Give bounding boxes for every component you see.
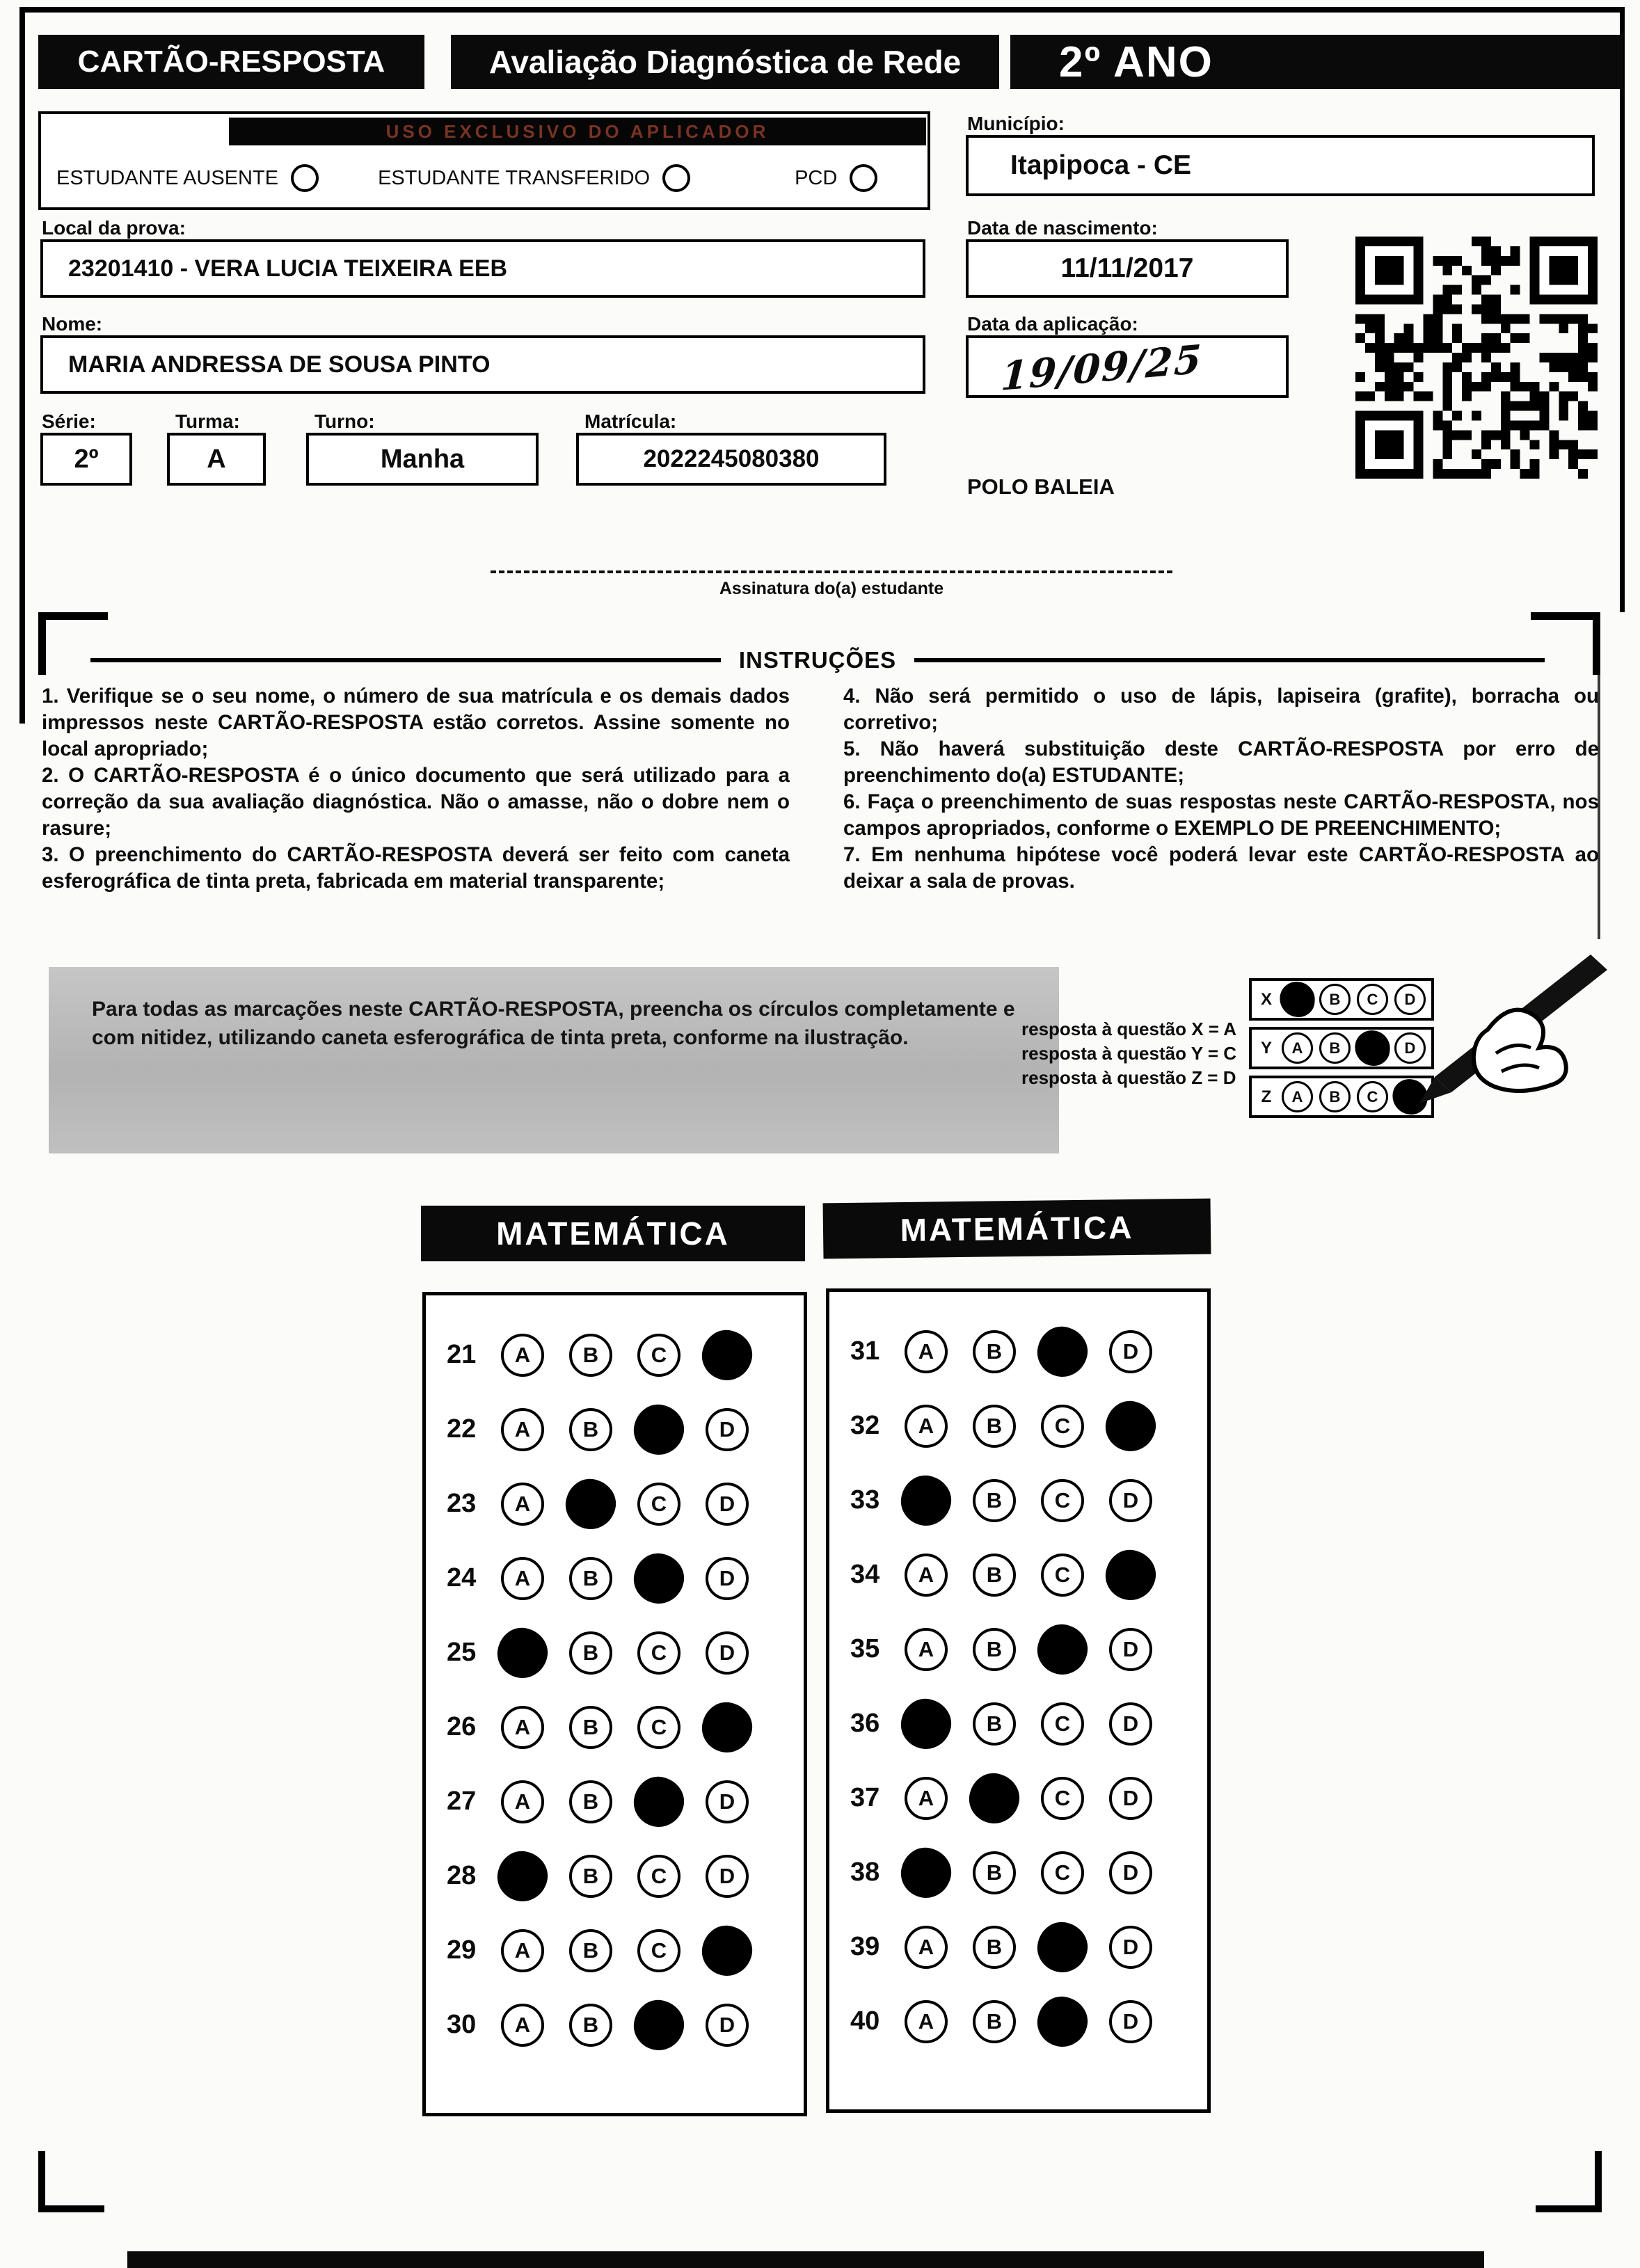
bubble-22-d: D — [706, 1408, 749, 1451]
question-number: 39 — [850, 1932, 880, 1961]
page-border-top — [19, 7, 1623, 13]
signature-label: Assinatura do(a) estudante — [719, 579, 944, 598]
checkbox-circle — [291, 164, 319, 192]
turma-field — [167, 433, 266, 486]
bubble-36-b: B — [973, 1702, 1016, 1746]
question-number: 33 — [850, 1485, 880, 1515]
bubble-35-a: A — [905, 1628, 948, 1671]
matricula-value: 2022245080380 — [643, 445, 820, 472]
hand-outline — [1474, 1010, 1566, 1091]
instruction-item: 1. Verifique se o seu nome, o número de sua matrícula e os demais dados impressos neste CARTÃO-RESPOSTA estão corretos. Assine somente no local apropriado; — [42, 685, 790, 760]
example-answer-line: resposta à questão Y = C — [1021, 1043, 1237, 1064]
bubble-28-a-filled — [494, 1847, 551, 1904]
bubble-25-a-filled — [494, 1624, 551, 1681]
question-number: 36 — [850, 1709, 880, 1738]
applicator-bar: USO EXCLUSIVO DO APLICADOR — [229, 118, 926, 145]
bubble-39-b: B — [973, 1926, 1016, 1969]
bubble-34-d-filled — [1102, 1546, 1159, 1603]
question-number: 27 — [447, 1787, 477, 1816]
question-number: 24 — [447, 1563, 477, 1592]
question-number: 28 — [447, 1861, 477, 1890]
instructions-right — [843, 683, 1599, 895]
nome-field — [40, 335, 925, 394]
bubble-33-b: B — [973, 1479, 1016, 1522]
question-number: 38 — [850, 1858, 880, 1887]
bubble-30-d: D — [706, 2004, 749, 2047]
bubble-31-c-filled — [1034, 1323, 1091, 1380]
bubble-23-d: D — [706, 1483, 749, 1526]
question-row-23 — [426, 1467, 804, 1541]
bubble-35-d: D — [1109, 1628, 1152, 1671]
example-answer-lines — [1021, 1017, 1251, 1090]
bubble-21-a: A — [501, 1334, 544, 1377]
bubble-40-a: A — [905, 2000, 948, 2043]
example-bubble-x-b: B — [1319, 984, 1351, 1015]
checkbox-estudante-ausente — [56, 164, 319, 192]
bubble-35-b: B — [973, 1628, 1016, 1671]
bubble-36-a-filled — [898, 1695, 955, 1752]
question-number: 31 — [850, 1336, 880, 1366]
nome-value: MARIA ANDRESSA DE SOUSA PINTO — [68, 351, 491, 378]
bubble-21-d-filled — [699, 1326, 756, 1383]
municipio-field — [966, 135, 1595, 196]
question-row-28 — [426, 1839, 804, 1913]
bubble-39-d: D — [1109, 1926, 1152, 1969]
answer-box-31-40 — [826, 1288, 1211, 2113]
local-da-prova-value: 23201410 - VERA LUCIA TEIXEIRA EEB — [68, 255, 508, 282]
bubble-30-a: A — [501, 2004, 544, 2047]
bubble-31-b: B — [973, 1330, 1016, 1373]
bubble-21-b: B — [569, 1334, 612, 1377]
bubble-30-c-filled — [630, 1996, 687, 2053]
turma-label: Turma: — [175, 410, 240, 432]
question-row-34 — [829, 1538, 1207, 1612]
checkbox-circle — [850, 164, 877, 192]
bubble-38-d: D — [1109, 1851, 1152, 1894]
checkbox-label: PCD — [795, 166, 838, 189]
question-number: 32 — [850, 1411, 880, 1440]
block-title-matematica-1: MATEMÁTICA — [421, 1206, 805, 1261]
bottom-right-mark-vertical — [1595, 2151, 1602, 2212]
signature-line — [491, 570, 1172, 573]
question-number: 23 — [447, 1489, 477, 1518]
bubble-25-b: B — [569, 1631, 612, 1675]
bubble-28-c: C — [637, 1855, 680, 1898]
bubble-34-a: A — [905, 1554, 948, 1597]
municipio-label: Município: — [967, 113, 1065, 134]
question-number: 35 — [850, 1634, 880, 1663]
bubble-31-a: A — [905, 1330, 948, 1373]
question-number: 21 — [447, 1340, 477, 1369]
bubble-39-c-filled — [1034, 1918, 1091, 1975]
example-bubble-x-d: D — [1394, 984, 1426, 1015]
instruction-item: 7. Em nenhuma hipótese você poderá levar este CARTÃO-RESPOSTA ao deixar a sala de provas. — [843, 843, 1599, 893]
bubble-25-d: D — [706, 1631, 749, 1675]
example-bubble-z-a: A — [1282, 1081, 1313, 1112]
bubble-23-a: A — [501, 1483, 544, 1526]
bubble-40-d: D — [1109, 2000, 1152, 2043]
municipio-value: Itapipoca - CE — [1010, 150, 1192, 180]
example-bubble-z-c: C — [1357, 1081, 1388, 1112]
question-row-27 — [426, 1764, 804, 1839]
bottom-timing-bar — [127, 2251, 1484, 2268]
question-row-35 — [829, 1612, 1207, 1686]
instructions-rule-left — [90, 658, 721, 662]
bubble-28-d: D — [706, 1855, 749, 1898]
instruction-item: 3. O preenchimento do CARTÃO-RESPOSTA deverá ser feito com caneta esferográfica de tinta preta, fabricada em material transparente; — [42, 843, 790, 893]
bubble-32-c: C — [1041, 1405, 1084, 1448]
bubble-32-b: B — [973, 1405, 1016, 1448]
example-note-box — [49, 967, 1059, 1153]
question-row-32 — [829, 1389, 1207, 1463]
answer-box-21-30 — [422, 1292, 807, 2116]
sheet-grade: 2º ANO — [1010, 35, 1623, 89]
bubble-22-b: B — [569, 1408, 612, 1451]
bubble-37-b-filled — [966, 1769, 1023, 1826]
instructions-title: INSTRUÇÕES — [738, 647, 897, 673]
bubble-32-a: A — [905, 1405, 948, 1448]
bubble-38-b: B — [973, 1851, 1016, 1894]
bubble-33-a-filled — [898, 1471, 955, 1528]
example-row-label: Y — [1260, 1038, 1272, 1057]
bubble-26-c: C — [637, 1706, 680, 1749]
nome-label: Nome: — [42, 313, 103, 335]
question-row-22 — [426, 1392, 804, 1467]
example-bubble-x-a-filled — [1278, 980, 1316, 1019]
bubble-24-c-filled — [630, 1549, 687, 1606]
bubble-33-c: C — [1041, 1479, 1084, 1522]
bubble-23-b-filled — [562, 1475, 619, 1532]
question-row-38 — [829, 1835, 1207, 1910]
example-bubble-y-a: A — [1282, 1032, 1313, 1064]
bubble-27-b: B — [569, 1780, 612, 1823]
example-row-label: Z — [1261, 1087, 1272, 1106]
bubble-37-d: D — [1109, 1777, 1152, 1820]
checkbox-circle — [662, 164, 690, 192]
question-row-25 — [426, 1615, 804, 1690]
question-row-36 — [829, 1686, 1207, 1761]
question-number: 37 — [850, 1783, 880, 1812]
question-row-37 — [829, 1761, 1207, 1835]
sheet-title: CARTÃO-RESPOSTA — [38, 35, 424, 89]
example-bubble-z-b: B — [1319, 1081, 1351, 1112]
instructions-left — [42, 683, 790, 895]
turno-field — [306, 433, 539, 486]
question-row-21 — [426, 1318, 804, 1392]
bubble-29-d-filled — [699, 1922, 756, 1979]
turma-value: A — [207, 444, 226, 474]
hand-holding-pen-icon — [1383, 948, 1613, 1135]
matricula-label: Matrícula: — [584, 410, 677, 432]
bubble-38-c: C — [1041, 1851, 1084, 1894]
bubble-34-b: B — [973, 1554, 1016, 1597]
bubble-26-b: B — [569, 1706, 612, 1749]
instruction-item: 2. O CARTÃO-RESPOSTA é o único documento que será utilizado para a correção da sua avaliação diagnóstica. Não o amasse, não o dobre nem o rasure; — [42, 764, 790, 840]
local-da-prova-field — [40, 239, 925, 298]
example-bubble-y-b: B — [1319, 1032, 1351, 1064]
question-number: 29 — [447, 1935, 477, 1965]
question-number: 34 — [850, 1560, 880, 1589]
question-row-24 — [426, 1541, 804, 1615]
question-number: 30 — [447, 2010, 477, 2039]
serie-value: 2º — [74, 444, 99, 474]
turno-label: Turno: — [315, 410, 375, 432]
instructions-rule-right — [914, 658, 1545, 662]
example-note-text: Para todas as marcações neste CARTÃO-RESPOSTA, preencha os círculos completamente e com nitidez, utilizando caneta esferográfica de tinta preta, conforme na ilustração. — [92, 998, 1015, 1049]
sheet-subtitle: Avaliação Diagnóstica de Rede — [451, 35, 999, 89]
question-row-40 — [829, 1984, 1207, 2059]
bubble-36-d: D — [1109, 1702, 1152, 1746]
example-row-label: X — [1260, 989, 1272, 1009]
qr-code — [1355, 237, 1598, 479]
checkbox-label: ESTUDANTE TRANSFERIDO — [378, 166, 651, 189]
checkbox-estudante-transferido — [378, 164, 690, 192]
question-row-31 — [829, 1314, 1207, 1389]
bubble-34-c: C — [1041, 1554, 1084, 1597]
checkbox-row — [56, 157, 921, 199]
serie-label: Série: — [42, 410, 96, 432]
nascimento-field — [966, 239, 1289, 298]
question-row-33 — [829, 1463, 1207, 1538]
serie-field — [40, 433, 132, 486]
bubble-36-c: C — [1041, 1702, 1084, 1746]
checkbox-label: ESTUDANTE AUSENTE — [56, 166, 279, 189]
block-title-matematica-2: MATEMÁTICA — [823, 1199, 1211, 1259]
example-answer-line: resposta à questão Z = D — [1021, 1067, 1236, 1088]
bubble-28-b: B — [569, 1855, 612, 1898]
checkbox-pcd — [795, 164, 877, 192]
question-row-29 — [426, 1913, 804, 1988]
bubble-37-c: C — [1041, 1777, 1084, 1820]
bubble-27-a: A — [501, 1780, 544, 1823]
question-number: 22 — [447, 1414, 477, 1444]
nascimento-value: 11/11/2017 — [1060, 253, 1194, 283]
bubble-22-c-filled — [630, 1400, 687, 1458]
question-row-30 — [426, 1988, 804, 2062]
bubble-40-c-filled — [1034, 1993, 1091, 2050]
nascimento-label: Data de nascimento: — [967, 217, 1158, 239]
bubble-27-d: D — [706, 1780, 749, 1823]
bottom-left-mark-horizontal — [38, 2205, 104, 2212]
bubble-37-a: A — [905, 1777, 948, 1820]
bubble-24-b: B — [569, 1557, 612, 1600]
bubble-27-c-filled — [630, 1773, 687, 1830]
bubble-38-a-filled — [898, 1844, 955, 1901]
question-row-39 — [829, 1910, 1207, 1984]
example-answer-line: resposta à questão X = A — [1021, 1019, 1236, 1039]
local-da-prova-label: Local da prova: — [42, 217, 186, 239]
page-border-left — [19, 7, 25, 724]
bubble-30-b: B — [569, 2004, 612, 2047]
bubble-40-b: B — [973, 2000, 1016, 2043]
bubble-24-a: A — [501, 1557, 544, 1600]
bubble-25-c: C — [637, 1631, 680, 1675]
bubble-26-a: A — [501, 1706, 544, 1749]
bubble-39-a: A — [905, 1926, 948, 1969]
bottom-right-mark-horizontal — [1536, 2205, 1602, 2212]
bubble-29-a: A — [501, 1929, 544, 1972]
bubble-23-c: C — [637, 1483, 680, 1526]
bubble-33-d: D — [1109, 1479, 1152, 1522]
instructions-title-row — [90, 647, 1545, 673]
turno-value: Manha — [380, 444, 465, 474]
bubble-24-d: D — [706, 1557, 749, 1600]
example-bubble-y-d: D — [1394, 1032, 1426, 1064]
instruction-item: 5. Não haverá substituição deste CARTÃO-RESPOSTA por erro de preenchimento do(a) ESTUDANTE; — [843, 737, 1599, 787]
bottom-left-mark-vertical — [38, 2151, 45, 2212]
aplicacao-handwritten-value: 19/09/25 — [999, 336, 1204, 400]
bubble-32-d-filled — [1102, 1397, 1159, 1454]
bubble-21-c: C — [637, 1334, 680, 1377]
instruction-item: 4. Não será permitido o uso de lápis, lapiseira (grafite), borracha ou corretivo; — [843, 685, 1599, 734]
question-number: 40 — [850, 2006, 880, 2036]
bubble-26-d-filled — [699, 1698, 756, 1755]
applicator-box — [38, 111, 930, 210]
question-number: 26 — [447, 1712, 477, 1741]
aplicacao-label: Data da aplicação: — [967, 313, 1138, 335]
matricula-field — [576, 433, 886, 486]
bubble-22-a: A — [501, 1408, 544, 1451]
instruction-item: 6. Faça o preenchimento de suas respostas neste CARTÃO-RESPOSTA, nos campos apropriados, conforme o EXEMPLO DE PREENCHIMENTO; — [843, 790, 1599, 840]
page-border-right — [1620, 7, 1625, 612]
question-number: 25 — [447, 1638, 477, 1667]
example-bubble-x-c: C — [1357, 984, 1388, 1015]
bubble-29-c: C — [637, 1929, 680, 1972]
question-row-26 — [426, 1690, 804, 1764]
polo-label: POLO BALEIA — [967, 474, 1115, 499]
bubble-31-d: D — [1109, 1330, 1152, 1373]
bubble-29-b: B — [569, 1929, 612, 1972]
bubble-35-c-filled — [1034, 1620, 1091, 1677]
